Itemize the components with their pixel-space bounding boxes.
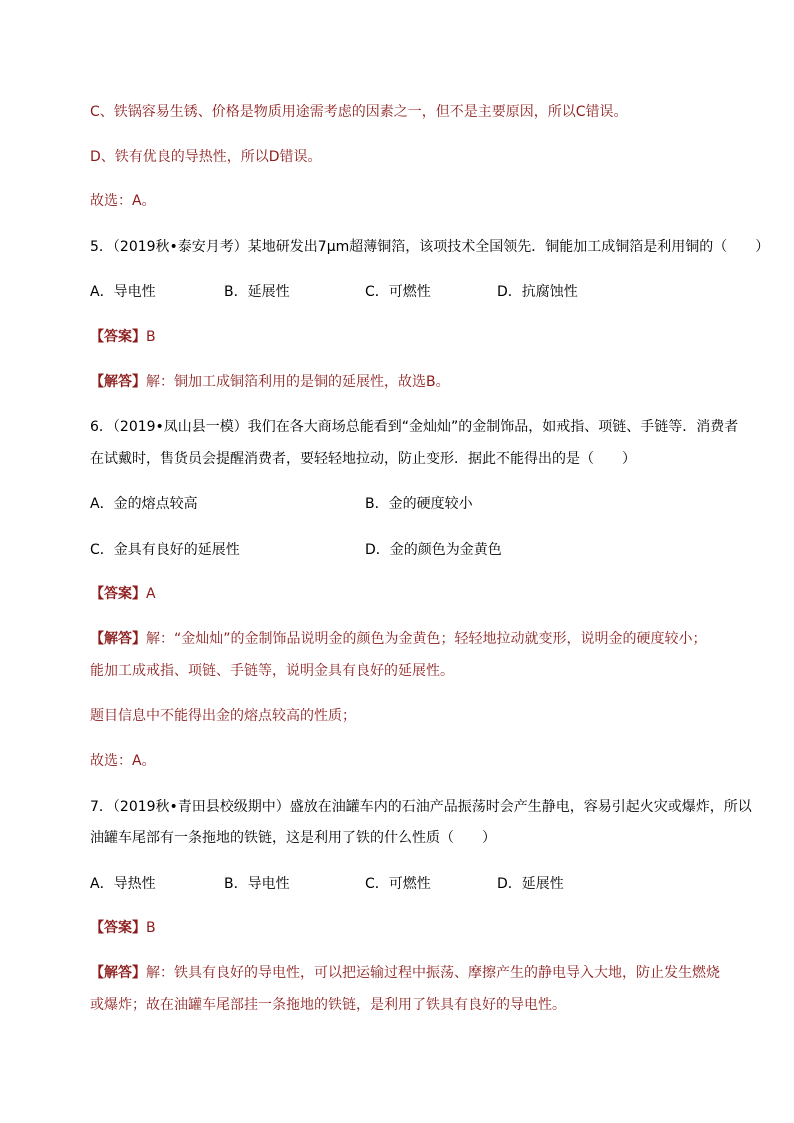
- q5-answer-tag: 【答案】: [90, 329, 146, 345]
- q5-option-d: D．抗腐蚀性: [497, 284, 578, 300]
- q5-analysis-text: 解：铜加工成铜箔利用的是铜的延展性，故选B。: [146, 374, 450, 390]
- q7-option-d: D．延展性: [497, 876, 564, 892]
- q5-answer-value: B: [146, 329, 156, 345]
- q6-analysis-tag: 【解答】: [90, 631, 146, 647]
- q5-analysis: [90, 372, 450, 392]
- q5-stem: 5．（2019秋•泰安月考）某地研发出7μm超薄铜箔，该项技术全国领先．铜能加工成铜箔是利用铜的（ ）: [90, 239, 770, 255]
- q5-option-b: B．延展性: [224, 284, 290, 300]
- q5-option-c: C．可燃性: [365, 284, 431, 300]
- q6-analysis-line2: 能加工成戒指、项链、手链等，说明金具有良好的延展性。: [90, 663, 454, 679]
- q5-analysis-tag: 【解答】: [90, 374, 146, 390]
- q6-stem-line1: 6．（2019•凤山县一模）我们在各大商场总能看到“金灿灿”的金制饰品，如戒指、项链、手链等．消费者: [90, 419, 739, 435]
- prev-analysis-line-c: C、铁锅容易生锈、价格是物质用途需考虑的因素之一，但不是主要原因，所以C错误。: [90, 104, 628, 120]
- q7-analysis: [90, 963, 720, 983]
- q5-answer: [90, 327, 156, 347]
- q7-option-c: C．可燃性: [365, 876, 431, 892]
- q6-analysis: [90, 629, 707, 649]
- prev-conclusion: 故选：A。: [90, 193, 156, 209]
- q7-analysis-tag: 【解答】: [90, 965, 146, 981]
- q7-option-b: B．导电性: [224, 876, 290, 892]
- q6-analysis-line1: 解：“金灿灿”的金制饰品说明金的颜色为金黄色；轻轻地拉动就变形，说明金的硬度较小；: [146, 631, 707, 647]
- q6-option-a: A．金的熔点较高: [90, 496, 198, 512]
- q6-option-d: D．金的颜色为金黄色: [365, 542, 502, 558]
- q6-analysis-line3: 题目信息中不能得出金的熔点较高的性质；: [90, 708, 356, 724]
- q7-option-a: A．导热性: [90, 876, 156, 892]
- q7-answer-value: B: [146, 920, 156, 936]
- q6-option-b: B．金的硬度较小: [365, 496, 473, 512]
- q7-answer-tag: 【答案】: [90, 920, 146, 936]
- q6-answer: [90, 584, 156, 604]
- q6-answer-tag: 【答案】: [90, 586, 146, 602]
- q7-stem-line2: 油罐车尾部有一条拖地的铁链，这是利用了铁的什么性质（ ）: [90, 830, 496, 846]
- q7-analysis-line1: 解：铁具有良好的导电性，可以把运输过程中振荡、摩擦产生的静电导入大地，防止发生燃烧: [146, 965, 720, 981]
- q6-option-c: C．金具有良好的延展性: [90, 542, 240, 558]
- q7-answer: [90, 918, 156, 938]
- q6-conclusion: 故选：A。: [90, 753, 156, 769]
- prev-analysis-line-d: D、铁有优良的导热性，所以D错误。: [90, 149, 322, 165]
- q6-answer-value: A: [146, 586, 156, 602]
- q7-analysis-line2: 或爆炸；故在油罐车尾部挂一条拖地的铁链，是利用了铁具有良好的导电性。: [90, 997, 566, 1013]
- q6-stem-line2: 在试戴时，售货员会提醒消费者，要轻轻地拉动，防止变形．据此不能得出的是（ ）: [90, 451, 636, 467]
- q7-stem-line1: 7．（2019秋•青田县校级期中）盛放在油罐车内的石油产品振荡时会产生静电，容易引起火灾或爆炸，所以: [90, 799, 752, 815]
- q5-option-a: A．导电性: [90, 284, 156, 300]
